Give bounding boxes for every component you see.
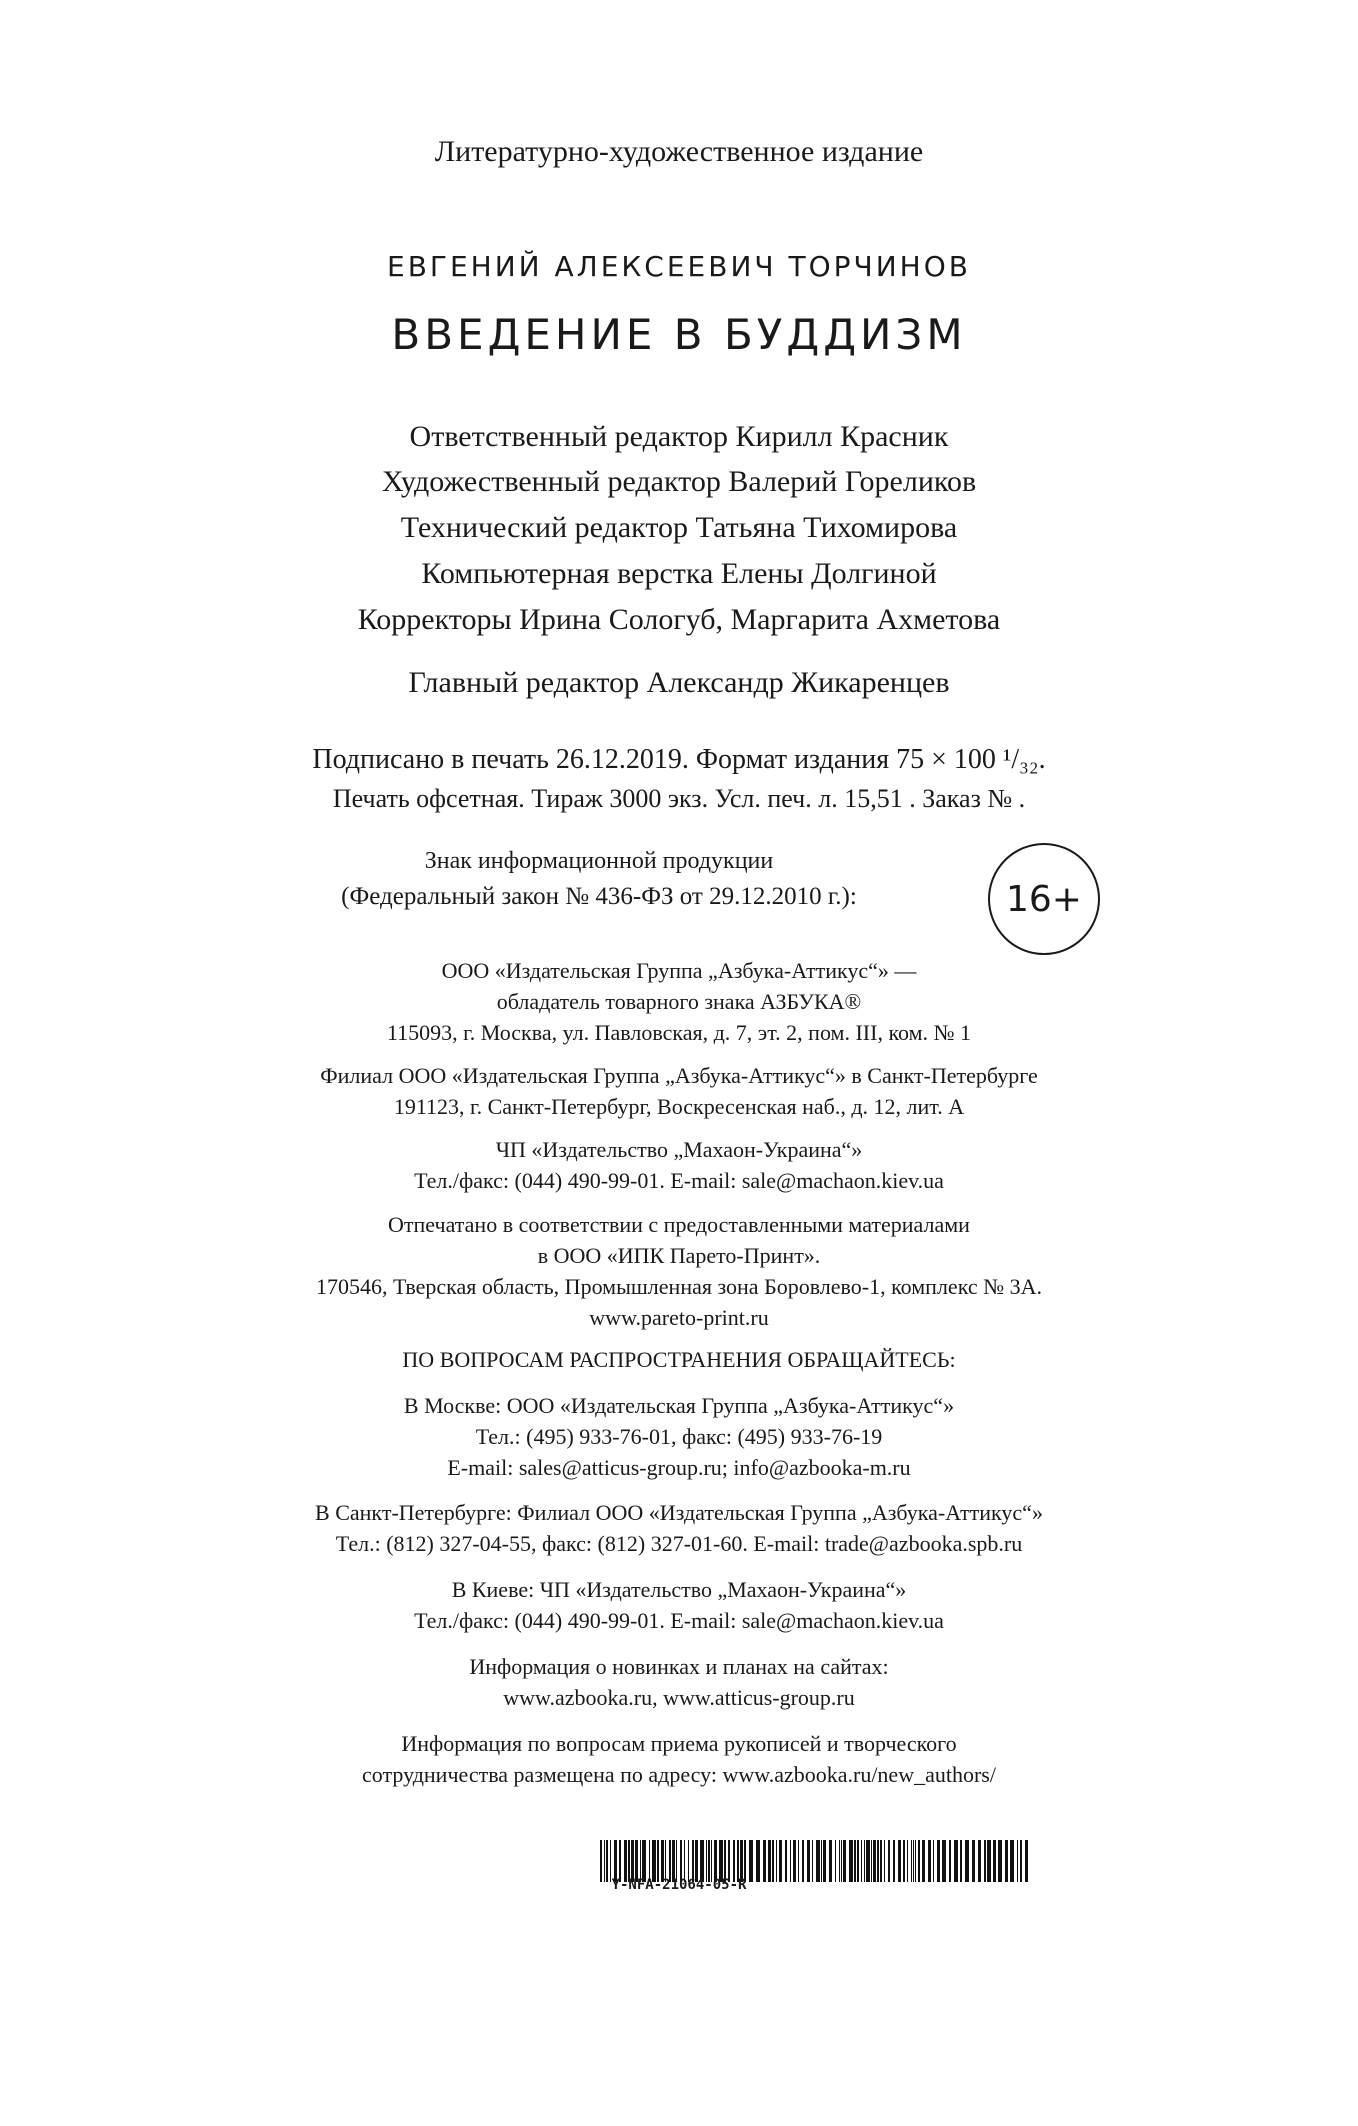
barcode-bar (728, 1840, 730, 1882)
barcode-bar (871, 1840, 872, 1882)
barcode-bar (604, 1840, 605, 1882)
barcode-bar (877, 1840, 879, 1882)
publisher-address: 115093, г. Москва, ул. Павловская, д. 7, эт. 2, пом. III, ком. № 1 (386, 1020, 972, 1045)
barcode-bar (680, 1840, 682, 1882)
barcode-bar (843, 1840, 846, 1882)
barcode-bar (922, 1840, 925, 1882)
barcode-bar (972, 1840, 975, 1882)
kiev-contact: Тел./факс: (044) 490-99-01. E-mail: sale@machaon.kiev.ua (414, 1608, 944, 1633)
websites-label: Информация о новинках и планах на сайтах: (469, 1654, 889, 1679)
barcode-bar (907, 1840, 908, 1882)
barcode-bar (942, 1840, 946, 1882)
moscow-line: В Москве: ООО «Издательская Группа „Азбука-Аттикус“» (403, 1393, 955, 1418)
barcode-bar (790, 1840, 791, 1882)
barcode-bar (928, 1840, 931, 1882)
barcode-bar (737, 1840, 739, 1882)
barcode-bar (614, 1840, 617, 1882)
barcode-bar (695, 1840, 698, 1882)
print-info-line: Печать офсетная. Тираж 3000 экз. Усл. печ. л. 15,51 . Заказ № . (332, 784, 1026, 813)
barcode-bar (600, 1840, 602, 1882)
barcode-bar (987, 1840, 991, 1882)
barcode-bar (749, 1840, 753, 1882)
barcode-bar (708, 1840, 710, 1882)
kiev-line: В Киеве: ЧП «Издательство „Махаон-Украина“» (451, 1577, 907, 1602)
distribution-heading: ПО ВОПРОСАМ РАСПРОСТРАНЕНИЯ ОБРАЩАЙТЕСЬ: (402, 1347, 956, 1372)
barcode-bar (624, 1840, 627, 1882)
author-name: ЕВГЕНИЙ АЛЕКСЕЕВИЧ ТОРЧИНОВ (387, 250, 971, 283)
barcode-bar (933, 1840, 934, 1882)
printed-line: в ООО «ИПК Парето-Принт». (537, 1243, 821, 1268)
barcode-bar (873, 1840, 876, 1882)
barcode-bar (640, 1840, 641, 1882)
barcode-bar (913, 1840, 914, 1882)
barcode-bar (903, 1840, 905, 1882)
barcode-icon (600, 1840, 1030, 1882)
barcode-bar (861, 1840, 862, 1882)
barcode-bar (802, 1840, 804, 1882)
barcode-bar (893, 1840, 895, 1882)
barcode-bar (714, 1840, 717, 1882)
barcode-bar (864, 1840, 865, 1882)
barcode-bar (829, 1840, 832, 1882)
barcode-bar (772, 1840, 774, 1882)
barcode-bar (798, 1840, 799, 1882)
barcode-bar (692, 1840, 694, 1882)
barcode-bar (884, 1840, 885, 1882)
age-rating-badge: 16+ (988, 843, 1100, 955)
printer-website: www.pareto-print.ru (589, 1305, 769, 1330)
barcode-bar (733, 1840, 735, 1882)
barcode-bar (669, 1840, 671, 1882)
printed-line: Отпечатано в соответствии с предоставленными материалами (388, 1212, 970, 1237)
manuscripts-url: сотрудничества размещена по адресу: www.azbooka.ru/new_authors/ (362, 1762, 996, 1787)
barcode-bar (672, 1840, 675, 1882)
barcode-bar (779, 1840, 782, 1882)
barcode-bar (835, 1840, 836, 1882)
barcode-bar (631, 1840, 634, 1882)
barcode-bar (763, 1840, 766, 1882)
barcode-bar (993, 1840, 996, 1882)
moscow-phone: Тел.: (495) 933-76-01, факс: (495) 933-76-19 (475, 1424, 883, 1449)
barcode-bar (949, 1840, 951, 1882)
barcode-bar (965, 1840, 969, 1882)
info-sign-law: (Федеральный закон № 436-ФЗ от 29.12.2010 г.): (341, 883, 857, 910)
barcode-bar (628, 1840, 630, 1882)
barcode-bar (1020, 1840, 1022, 1882)
barcode-bar (768, 1840, 771, 1882)
ukraine-contact: Тел./факс: (044) 490-99-01. E-mail: sale@machaon.kiev.ua (414, 1168, 944, 1193)
ukraine-line: ЧП «Издательство „Махаон-Украина“» (495, 1137, 863, 1162)
barcode-bar (740, 1840, 743, 1882)
barcode-bar (866, 1840, 870, 1882)
barcode-bar (657, 1840, 659, 1882)
barcode-bar (816, 1840, 820, 1882)
barcode-bar (652, 1840, 656, 1882)
book-title: ВВЕДЕНИЕ В БУДДИЗМ (391, 310, 967, 359)
spb-branch-line: Филиал ООО «Издательская Группа „Азбука-Аттикус“» в Санкт-Петербурге (320, 1063, 1038, 1088)
editor-line: Технический редактор Татьяна Тихомирова (400, 511, 958, 544)
spb-contact: Тел.: (812) 327-04-55, факс: (812) 327-01-60. E-mail: trade@azbooka.spb.ru (335, 1531, 1023, 1556)
barcode-bar (915, 1840, 916, 1882)
printed-address: 170546, Тверская область, Промышленная зона Боровлево-1, комплекс № 3А. (316, 1274, 1042, 1299)
barcode-bar (911, 1840, 912, 1882)
publisher-line: ООО «Издательская Группа „Азбука-Аттикус“» — (441, 958, 917, 983)
barcode-bar (954, 1840, 958, 1882)
barcode-bar (635, 1840, 638, 1882)
barcode-bar (688, 1840, 689, 1882)
manuscripts-line: Информация по вопросам приема рукописей и творческого (401, 1731, 957, 1756)
barcode-bar (807, 1840, 810, 1882)
barcode-bar (719, 1840, 723, 1882)
barcode-bar (684, 1840, 685, 1882)
barcode-bar (821, 1840, 822, 1882)
publisher-line: обладатель товарного знака АЗБУКА® (496, 989, 862, 1014)
barcode-bar (642, 1840, 646, 1882)
barcode-bar (665, 1840, 666, 1882)
barcode-bar (880, 1840, 882, 1882)
barcode-bar (854, 1840, 856, 1882)
info-sign-label: Знак информационной продукции (424, 848, 774, 874)
websites-list: www.azbooka.ru, www.atticus-group.ru (503, 1685, 855, 1710)
barcode-bar (812, 1840, 813, 1882)
barcode-bar (724, 1840, 726, 1882)
barcode-bar (785, 1840, 787, 1882)
barcode-bar (918, 1840, 920, 1882)
editor-line: Ответственный редактор Кирилл Красник (409, 420, 949, 453)
moscow-email: E-mail: sales@atticus-group.ru; info@azbooka-m.ru (447, 1455, 911, 1480)
edition-type: Литературно-художественное издание (434, 135, 924, 168)
barcode-bar (649, 1840, 650, 1882)
spb-line: В Санкт-Петербурге: Филиал ООО «Издательская Группа „Азбука-Аттикус“» (315, 1500, 1043, 1525)
barcode-bar (823, 1840, 826, 1882)
print-info-line: Подписано в печать 26.12.2019. Формат издания 75 × 100 ¹/₃₂. (312, 744, 1046, 775)
spb-branch-address: 191123, г. Санкт-Петербург, Воскресенская наб., д. 12, лит. А (393, 1094, 965, 1119)
barcode-bar (619, 1840, 621, 1882)
barcode-code: Y-NFA-21064-05-R (611, 1877, 747, 1893)
barcode-bar (661, 1840, 664, 1882)
chief-editor: Главный редактор Александр Жикаренцев (408, 666, 950, 699)
editor-line: Художественный редактор Валерий Гореликов (381, 465, 977, 498)
barcode-bar (937, 1840, 940, 1882)
barcode-bar (1025, 1840, 1028, 1882)
barcode-bar (984, 1840, 986, 1882)
barcode-bar (841, 1840, 842, 1882)
editor-line: Корректоры Ирина Сологуб, Маргарита Ахметова (357, 603, 1001, 636)
barcode-bar (606, 1840, 608, 1882)
barcode-bar (793, 1840, 796, 1882)
barcode-bar (776, 1840, 777, 1882)
barcode-bar (610, 1840, 611, 1882)
barcode-bar (888, 1840, 890, 1882)
barcode-bar (839, 1840, 840, 1882)
barcode-bar (857, 1840, 859, 1882)
barcode-bar (756, 1840, 760, 1882)
barcode-bar (1005, 1840, 1008, 1882)
barcode-bar (1017, 1840, 1018, 1882)
barcode-bar (700, 1840, 704, 1882)
editor-line: Компьютерная верстка Елены Долгиной (421, 557, 937, 590)
barcode-bar (744, 1840, 746, 1882)
barcode-bar (898, 1840, 901, 1882)
barcode-bar (978, 1840, 981, 1882)
barcode-bar (711, 1840, 712, 1882)
barcode-bar (998, 1840, 1002, 1882)
barcode-bar (960, 1840, 962, 1882)
barcode-bar (1010, 1840, 1014, 1882)
barcode-bar (676, 1840, 677, 1882)
barcode-bar (849, 1840, 853, 1882)
barcode-bar (706, 1840, 707, 1882)
